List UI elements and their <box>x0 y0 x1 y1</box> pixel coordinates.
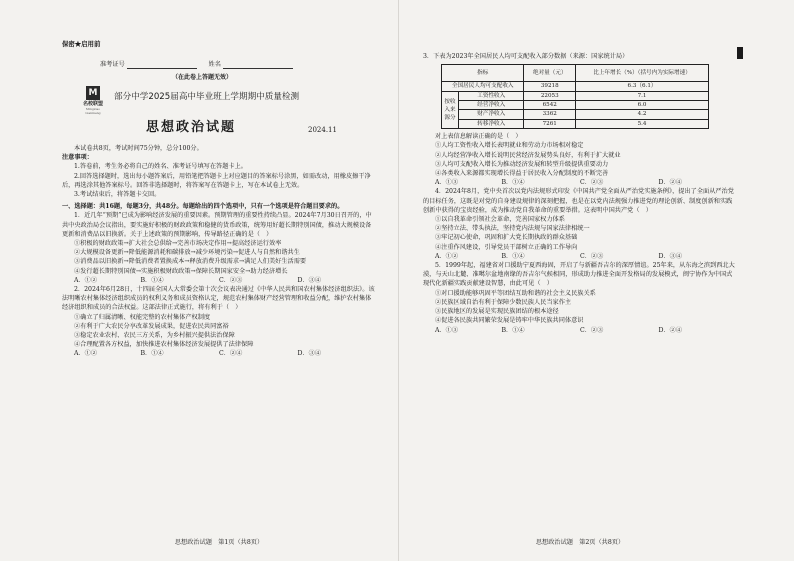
row-value: 39218 <box>524 82 576 91</box>
name-blank <box>223 61 293 69</box>
choice-b: B．①④ <box>501 326 525 334</box>
choice-d: D．③④ <box>658 252 683 260</box>
row-label: 工资性收入 <box>459 91 524 100</box>
q4-option: ④注重作风建设，引导党员干部树立正确的工作导向 <box>435 243 578 251</box>
choice-d: D．②④ <box>658 179 683 187</box>
group-label: 按收入来源分 <box>442 91 459 129</box>
logo-english: Mingxiao Lianmeng <box>85 107 101 115</box>
q3-choices <box>423 178 737 187</box>
table-row <box>442 119 709 128</box>
question-5-stem: 5．1999年起，福建省对口援助宁夏西海固，开启了与新疆吾吉尔的深厚情谊。25年来，从东海之滨到西北大漠，与天山北麓、准噶尔盆地南缘的吾吉尔气候相同，形成助力推进全面开发格局的发展模式，闽宁协作为中国式现代化新疆实践贡献建设智慧，由此可见（ ） <box>423 262 735 288</box>
table-row <box>442 82 709 91</box>
page-title: 思想政治试题 <box>146 120 237 135</box>
questions-block <box>423 52 737 335</box>
q1-choices <box>62 276 376 285</box>
q3-option: ③人均可支配收入增长为推动经济发展和转型升级提供重要动力 <box>435 160 609 168</box>
row-label: 财产净收入 <box>459 110 524 119</box>
q1-option: ②大规模设备更新→降低能源消耗和碳排放→减少环境污染→促进人与自然和谐共生 <box>74 249 300 257</box>
choice-c: C．②③ <box>580 179 604 187</box>
choice-a: A．①② <box>435 252 459 260</box>
exam-name: 部分中学2025届高中毕业班上学期期中质量检测 <box>114 92 300 102</box>
q3-option: ④各类收入来源都实现增长得益于居民收入分配制度的不断完善 <box>435 170 609 178</box>
row-label: 全国居民人均可支配收入 <box>442 82 524 91</box>
q2-option: ①确立了归属清晰、权能完整的农村集体产权制度 <box>74 313 211 321</box>
section-heading: 一、选择题：共16题，每题3分，共48分。每题给出的四个选项中，只有一个选项是符合题目要求的。 <box>62 203 344 211</box>
choice-d: D．③④ <box>297 350 322 358</box>
q4-option: ②坚持立法、带头执法，坚持党内法规与国家法律相统一 <box>435 225 590 233</box>
row-value: 3362 <box>524 110 576 119</box>
q2-choices <box>62 349 376 358</box>
row-value: 6542 <box>524 101 576 110</box>
notice-item: 3.考试结束后，将答题卡交回。 <box>74 191 161 199</box>
q2-option: ④合理配置各方权益，加快推进农村集体经济发展提供了法律保障 <box>74 341 254 349</box>
choice-a: A．①③ <box>435 326 459 334</box>
notice-heading: 注意事项： <box>62 154 93 162</box>
row-value: 22053 <box>524 91 576 100</box>
choice-b: B．①④ <box>140 276 164 284</box>
choice-b: B．①④ <box>501 252 525 260</box>
alignment-marker <box>737 47 743 59</box>
secret-label: 保密★启用前 <box>62 40 101 48</box>
q4-option: ①以自我革命引领社会革命，完善国家权力体系 <box>435 216 565 224</box>
page-2 <box>423 40 737 547</box>
choice-d: D．②④ <box>658 326 683 334</box>
logo-name: 名校联盟 <box>82 101 103 107</box>
page-footer: 思想政治试题 第1页（共8页） <box>174 538 264 546</box>
q1-option: ①积极的财政政策→扩大社会总供给→完善市场决定作用→提高经济运行效率 <box>74 240 282 248</box>
question-3-intro: 3．下表为2023年全国居民人均可支配收入部分数据（来源：国家统计局） <box>423 53 629 60</box>
choice-c: C．②③ <box>219 276 243 284</box>
intro-text: 本试卷共8页，考试时间75分钟，总分100分。 <box>74 145 203 152</box>
choice-a: A．①③ <box>435 179 459 187</box>
q1-option: ③消费品以旧换新→降低消费者置换成本→释放消费升级需求→满足人们美好生活需要 <box>74 258 307 266</box>
page-1 <box>62 40 376 547</box>
choice-c: C．②④ <box>219 350 243 358</box>
name-label: 姓名 <box>208 61 221 68</box>
choice-b: B．①④ <box>501 179 525 187</box>
answer-invalid-note: （在此卷上答题无效） <box>172 74 233 81</box>
exam-date: 2024.11 <box>308 126 337 134</box>
notice-item: 2.回答选择题时，选出每小题答案后，用铅笔把答题卡上对应题目的答案标号涂黑，如需改动，用橡皮擦干净后，再选涂其他答案标号。回答非选择题时，将答案写在答题卡上，写在本试卷上无效。 <box>62 172 371 189</box>
choice-a: A．①② <box>74 350 98 358</box>
row-value: 7261 <box>524 119 576 128</box>
choice-a: A．①② <box>74 276 98 284</box>
choice-d: D．③④ <box>297 276 322 284</box>
table-header: 指标 <box>442 65 524 82</box>
q5-choices <box>423 326 737 335</box>
q3-option: ②人均经营净收入增长说明民营经济发展势头良好，有利于扩大就业 <box>435 151 621 159</box>
table-row <box>442 101 709 110</box>
q1-option: ④发行超长期特别国债→实施积极财政政策→保障长期国家安全→助力经济增长 <box>74 267 288 275</box>
q5-option: ④促进各民族共同繁荣发展是铸牢中华民族共同体意识 <box>435 317 584 325</box>
q3-option: ①人均工资性收入增长表明就业和劳动力市场相对稳定 <box>435 142 584 150</box>
q5-option: ③民族地区的发展是实现民族团结的根本途径 <box>435 308 559 316</box>
id-label: 准考证号 <box>100 61 125 68</box>
q2-option: ②有利于广大农民分享改革发展成果，促进农民共同富裕 <box>74 322 229 330</box>
logo-icon: M <box>86 86 100 100</box>
row-growth: 6.3（6.1） <box>576 82 709 91</box>
instructions-block <box>62 144 376 359</box>
choice-b: B．①④ <box>140 350 164 358</box>
q4-option: ③牢记初心使命，巩固和扩大党长期执政的群众基础 <box>435 234 578 242</box>
page-fold-line <box>398 0 399 561</box>
table-header: 绝对量（元） <box>524 65 576 82</box>
row-growth: 4.2 <box>576 110 709 119</box>
income-table <box>441 64 709 129</box>
question-2-stem: 2．2024年6月28日，十四届全国人大常委会第十次会议表决通过《中华人民共和国农村集体经济组织法》。该法明晰农村集体经济组织成员的权利义务和成员资格认定，规范农村集体财产经营管理和收益分配，维护农村集体经济组织和成员的合法权益。这部法律正式施行，将有利于（ ） <box>62 286 375 312</box>
row-growth: 5.4 <box>576 119 709 128</box>
table-header: 比上年增长（%）（括号内为实际增速） <box>576 65 709 82</box>
row-growth: 6.0 <box>576 101 709 110</box>
q4-choices <box>423 252 737 261</box>
league-logo <box>80 86 106 115</box>
question-3-stem: 对上表信息解读正确的是（ ） <box>435 133 522 141</box>
question-4-stem: 4．2024年8月，党中央首次以党内法规形式印发《中国共产党全面从严治党实施条例》，提出了全面从严治党的目标任务，这既是对党的自身建设规律的深刻把握，也是在以党内法规强力推进党的理论创新、制度创新和实践创新中获得的宝贵经验，成为推动党自我革命的重要举措。这表明中国共产党（ ） <box>423 188 734 214</box>
row-growth: 7.1 <box>576 91 709 100</box>
row-label: 转移净收入 <box>459 119 524 128</box>
q2-option: ③稳定农业农村、农民三方关系，为乡村振兴提供法治保障 <box>74 332 235 340</box>
row-label: 经营净收入 <box>459 101 524 110</box>
table-row <box>442 91 709 100</box>
q5-option: ①对口援助能够巩固平等团结互助和谐的社会主义民族关系 <box>435 289 596 297</box>
q5-option: ②民族区域自治有利于保障少数民族人民当家作主 <box>435 298 572 306</box>
page-footer: 思想政治试题 第2页（共8页） <box>535 538 625 546</box>
question-1-stem: 1．近几年“预期”已成为影响经济发展的重要因素。预期管理的重要性持续凸显。2024年7月30日召开的，中共中央政治局会议指出，要实施好积极的财政政策和稳健的货币政策，统筹用好超长期特别国债，推动大规模设备更新和消费品以旧换新。关于上述政策的预期影响，传导路径正确的是（ ） <box>62 212 372 238</box>
choice-c: C．②③ <box>580 326 604 334</box>
notice-item: 1.答卷前，考生务必将自己的姓名、准考证号填写在答题卡上。 <box>74 163 247 171</box>
table-header-row <box>442 65 709 82</box>
candidate-info-line <box>100 60 293 69</box>
id-blank <box>127 61 197 69</box>
table-row <box>442 110 709 119</box>
choice-c: C．②③ <box>580 252 604 260</box>
